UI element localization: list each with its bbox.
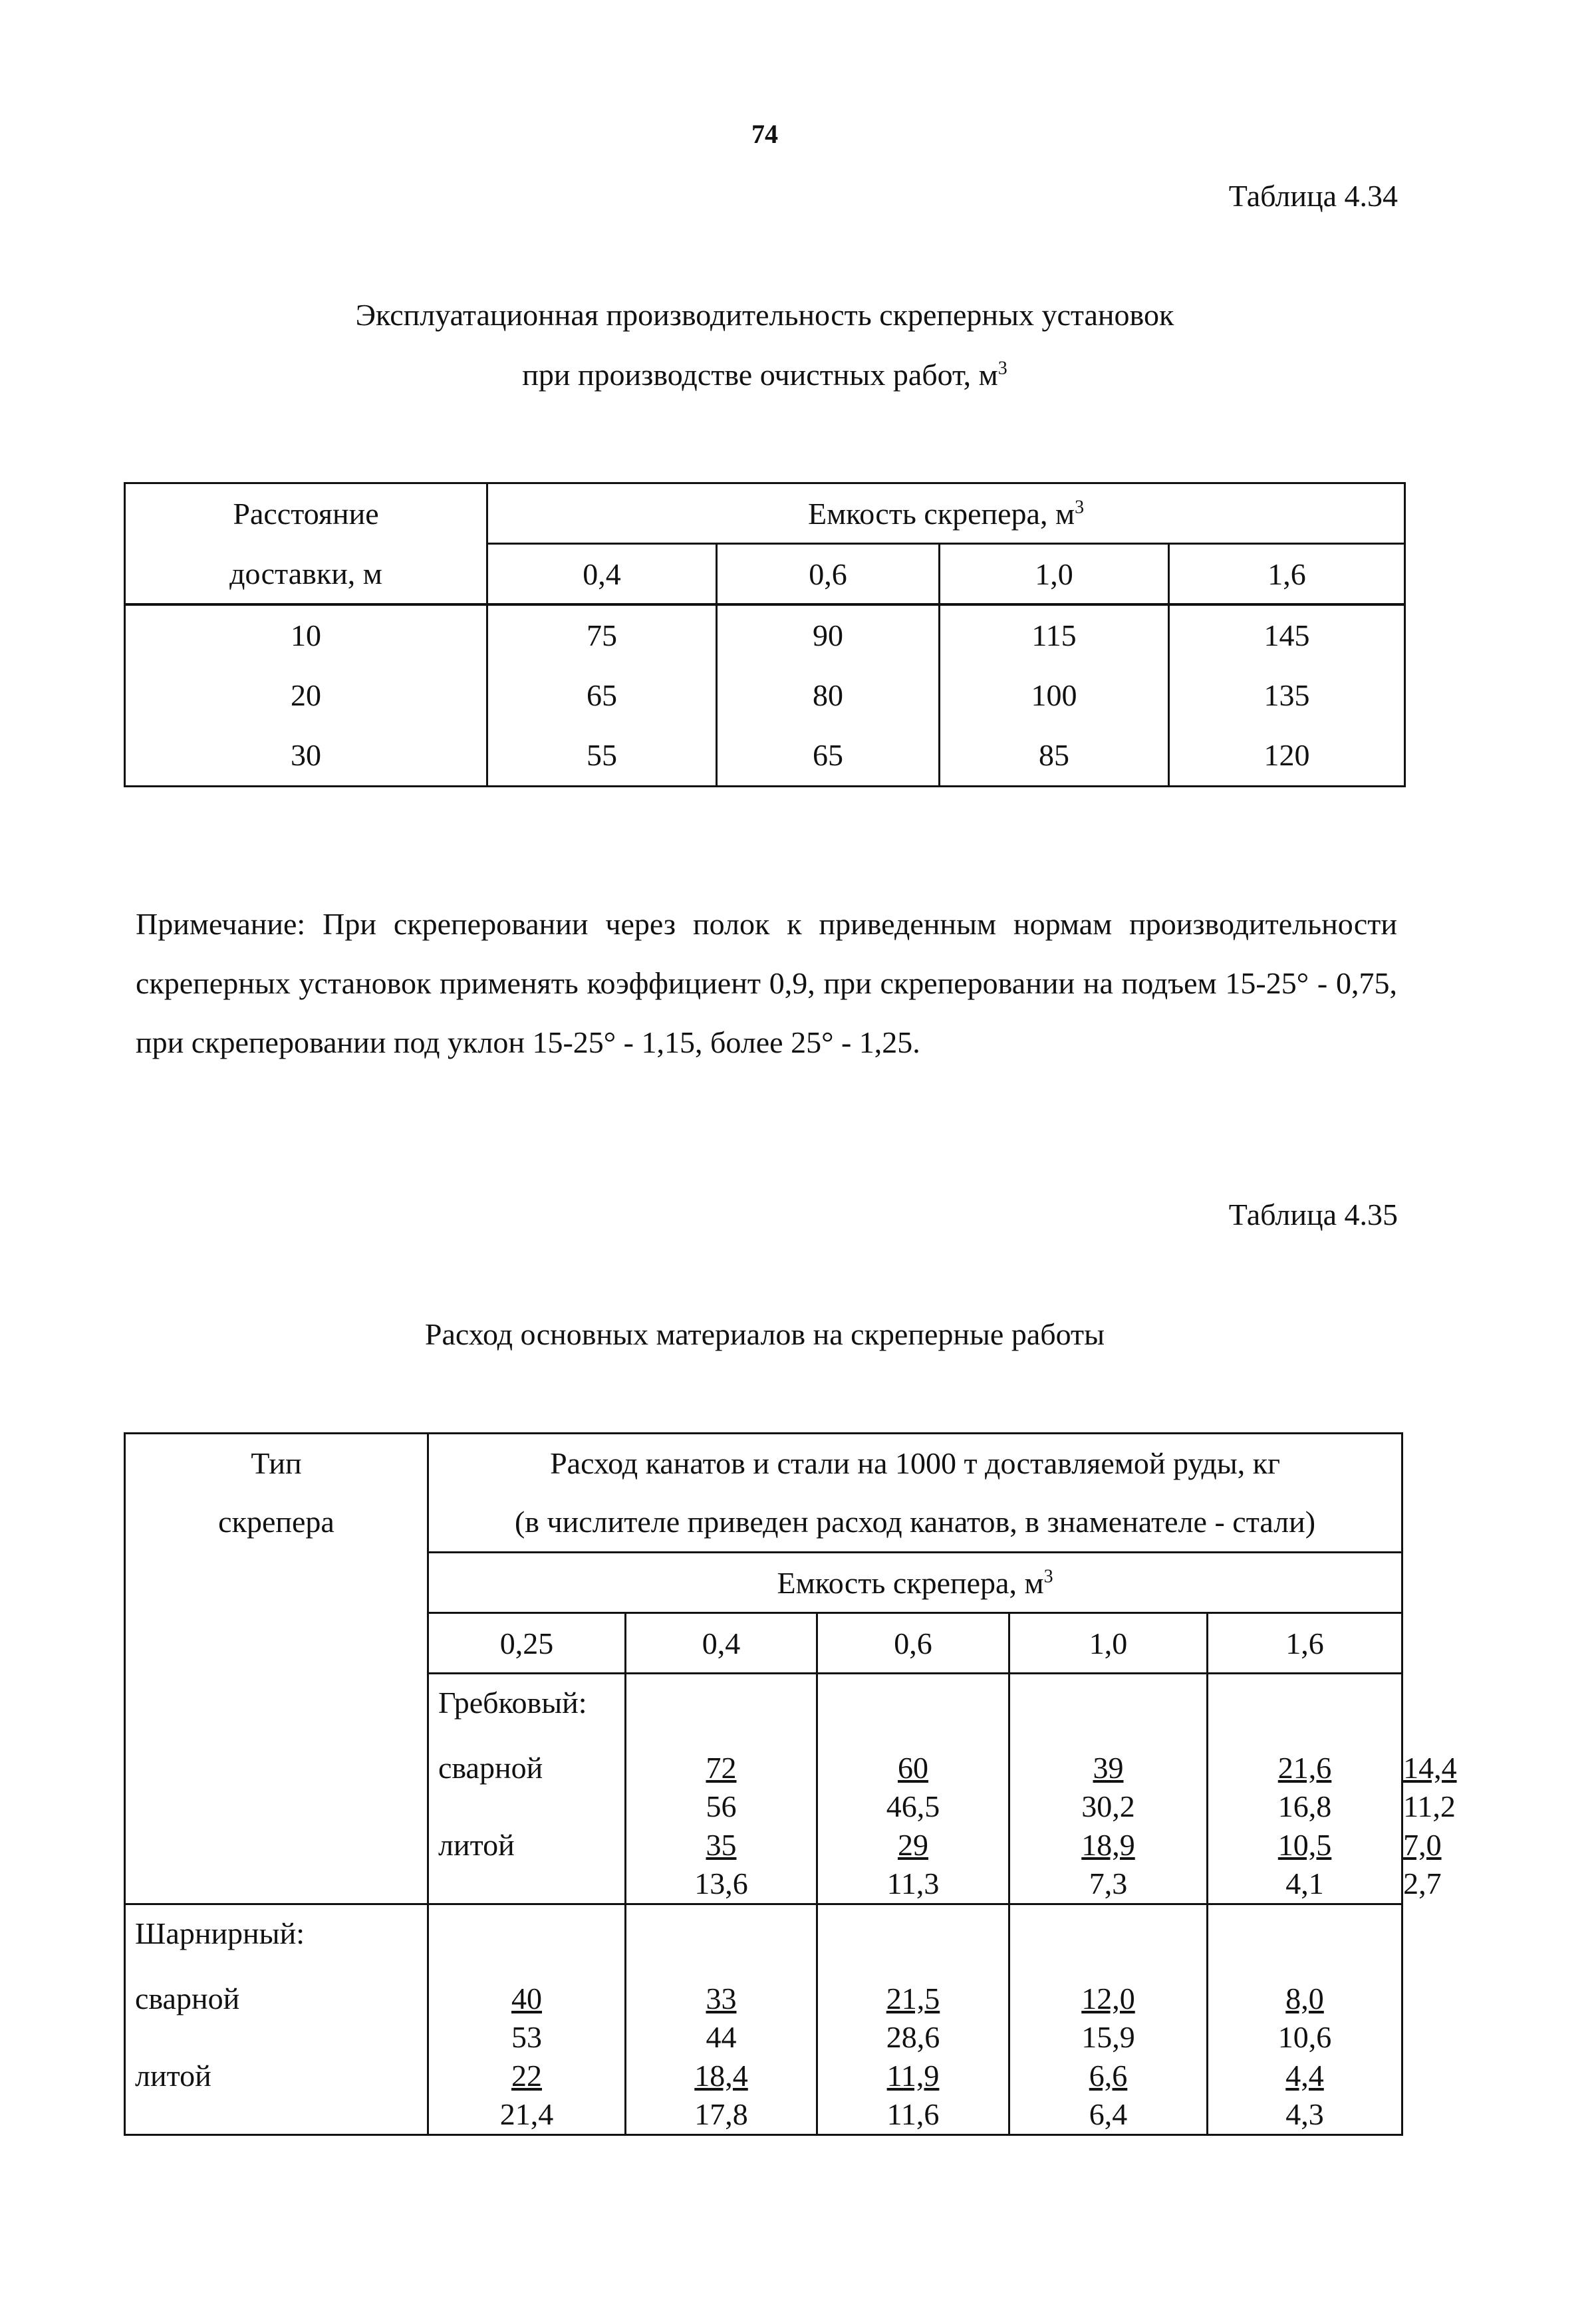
- page-number: 74: [751, 119, 778, 149]
- fraction-column: [1208, 1674, 1402, 1904]
- scraper-group-sharnirny: [125, 1904, 428, 2135]
- head-capacity-sup: 3: [1043, 1566, 1053, 1587]
- value-cell: 55: [587, 738, 617, 772]
- fraction-column: [817, 1904, 1009, 2135]
- numerator-cell: 11,9: [886, 2059, 940, 2093]
- distance-cell: 10: [291, 618, 321, 652]
- fraction-column: [1009, 1904, 1208, 2135]
- value-column: [717, 604, 940, 787]
- capacity-header: 0,4: [487, 544, 717, 605]
- numerator-cell: 18,4: [694, 2059, 748, 2093]
- distance-cell: 20: [291, 678, 321, 712]
- note-paragraph: Примечание: При скреперовании через полок к приведенным нормам производительности скреперных установок применять коэффициент 0,9, при скреперовании на подъем 15-25° - 0,75, при скреперовании под уклон 15-25° - 1,15, более 25° - 1,25.: [136, 907, 1397, 1059]
- value-cell: 65: [587, 678, 617, 712]
- capacity-header: 1,0: [940, 544, 1169, 605]
- head-capacity-group: [487, 483, 1405, 544]
- sub-type-litoi: литой: [135, 2059, 211, 2093]
- table1-title-line1: Эксплуатационная производительность скреперных установок: [355, 298, 1174, 332]
- numerator-cell: 35: [706, 1828, 737, 1862]
- head-capacity-text: Емкость скрепера, м: [807, 496, 1075, 531]
- head-capacity-sup: 3: [1075, 497, 1085, 518]
- denominator-cell: 56: [706, 1789, 737, 1823]
- numerator-cell: 8,0: [1285, 1982, 1324, 2015]
- numerator-cell: 18,9: [1081, 1828, 1135, 1862]
- value-cell: 80: [813, 678, 843, 712]
- numerator-cell: 29: [898, 1828, 928, 1862]
- table-caption-4-35: Таблица 4.35: [1228, 1198, 1398, 1231]
- fraction-column: [817, 1674, 1009, 1904]
- head-type-line1: Тип: [251, 1446, 302, 1480]
- value-cell: 90: [813, 618, 843, 652]
- numerator-cell: 40: [511, 1982, 542, 2015]
- denominator-cell: 4,3: [1285, 2097, 1324, 2131]
- head-type: [125, 1434, 428, 1904]
- numerator-cell: 60: [898, 1751, 928, 1785]
- denominator-cell: 21,4: [499, 2097, 554, 2131]
- numerator-cell: 33: [706, 1982, 737, 2015]
- numerator-cell: 21,6: [1277, 1751, 1332, 1785]
- sub-type-svarnoi: сварной: [135, 1982, 240, 2015]
- head-capacity-group: [428, 1553, 1402, 1613]
- productivity-table: [124, 482, 1406, 787]
- denominator-cell: 44: [706, 2020, 737, 2054]
- capacity-header: 0,4: [626, 1613, 817, 1674]
- denominator-cell: 13,6: [694, 1867, 748, 1900]
- value-column: [1169, 604, 1405, 787]
- denominator-cell: 10,6: [1277, 2020, 1332, 2054]
- denominator-cell: 11,6: [886, 2097, 940, 2131]
- title-superscript: 3: [998, 358, 1007, 379]
- denominator-cell: 6,4: [1089, 2097, 1128, 2131]
- fraction-column: [428, 1904, 626, 2135]
- denominator-cell: 4,1: [1285, 1867, 1324, 1900]
- capacity-header: 0,6: [717, 544, 940, 605]
- denominator-cell: 46,5: [886, 1789, 940, 1823]
- head-type-line2: скрепера: [218, 1505, 334, 1539]
- head-consumption-line2: (в числителе приведен расход канатов, в знаменателе - стали): [514, 1505, 1316, 1539]
- denominator-cell: 30,2: [1081, 1789, 1135, 1823]
- table2-title: Расход основных материалов на скреперные работы: [424, 1317, 1105, 1351]
- value-cell: 100: [1031, 678, 1077, 712]
- capacity-header: 1,6: [1208, 1613, 1402, 1674]
- denominator-cell: 11,3: [886, 1867, 940, 1900]
- denominator-cell: 53: [511, 2020, 542, 2054]
- denominator-cell: 28,6: [886, 2020, 940, 2054]
- numerator-cell: 21,5: [886, 1982, 940, 2015]
- value-column: [940, 604, 1169, 787]
- numerator-cell: 4,4: [1285, 2059, 1324, 2093]
- numerator-cell: 22: [511, 2059, 542, 2093]
- denominator-cell: 7,3: [1089, 1867, 1128, 1900]
- numerator-cell: 72: [706, 1751, 737, 1785]
- denominator-cell: 17,8: [694, 2097, 748, 2131]
- sub-type-svarnoi: сварной: [438, 1751, 543, 1785]
- numerator-cell: 6,6: [1089, 2059, 1128, 2093]
- numerator-cell: 12,0: [1081, 1982, 1135, 2015]
- fraction-column: [626, 1674, 817, 1904]
- denominator-cell: 15,9: [1081, 2020, 1135, 2054]
- head-distance-line1: Расстояние: [125, 483, 487, 544]
- fraction-column: [1009, 1674, 1208, 1904]
- value-cell: 65: [813, 738, 843, 772]
- fraction-column: [1208, 1904, 1402, 2135]
- table1-title-line2-text: при производстве очистных работ, м: [522, 358, 998, 392]
- scraper-group-grebkovy: [428, 1674, 626, 1904]
- table1-title-line2: [0, 357, 1530, 392]
- numerator-cell: 39: [1093, 1751, 1124, 1785]
- denominator-cell: 16,8: [1277, 1789, 1332, 1823]
- numerator-cell: 10,5: [1277, 1828, 1332, 1862]
- sub-type-litoi: литой: [438, 1828, 515, 1862]
- head-consumption: [428, 1434, 1402, 1553]
- value-cell: 75: [587, 618, 617, 652]
- value-cell: 115: [1031, 618, 1077, 652]
- value-cell: 85: [1039, 738, 1069, 772]
- value-column: [487, 604, 717, 787]
- capacity-header: 0,6: [817, 1613, 1009, 1674]
- value-cell: 135: [1264, 678, 1310, 712]
- head-distance-line2: доставки, м: [125, 544, 487, 605]
- fraction-column: [626, 1904, 817, 2135]
- value-cell: 145: [1264, 618, 1310, 652]
- capacity-header: 1,0: [1009, 1613, 1208, 1674]
- materials-table: Тип скрепера Расход канатов и стали на 1000 т доставляемой руды, кг (в числителе приведен расход канатов, в знаменателе - стали) Емкость скрепера, $м^3$ 0,25 0,4 0,6 1,0 1,6 Гребковый: сварной литой 72 56 35 13,6 60 46,5 29 11,3 39 30,2 18,9 7,3 21,6 16,8 10,5 4,1 14,4 11,2 7,0 2,7 Шарнирный: сварной литой 40 53 22 21,4 33 44 18,4 17,8 21,5 28,6 11,9 11,6 12,0 15,9 6,6 6,4 8,0 10,6 4,4 4,3: [124, 1432, 1403, 2136]
- distance-cell: 30: [291, 738, 321, 772]
- head-capacity-text: Емкость скрепера, м: [777, 1565, 1044, 1600]
- capacity-header: 1,6: [1169, 544, 1405, 605]
- table-caption-4-34: Таблица 4.34: [1228, 179, 1398, 213]
- head-consumption-line1: Расход канатов и стали на 1000 т доставляемой руды, кг: [550, 1446, 1280, 1480]
- capacity-header: 0,25: [428, 1613, 626, 1674]
- group-name: Гребковый:: [438, 1686, 587, 1720]
- value-cell: 120: [1264, 738, 1310, 772]
- distance-column: [125, 604, 487, 787]
- group-name: Шарнирный:: [135, 1916, 305, 1950]
